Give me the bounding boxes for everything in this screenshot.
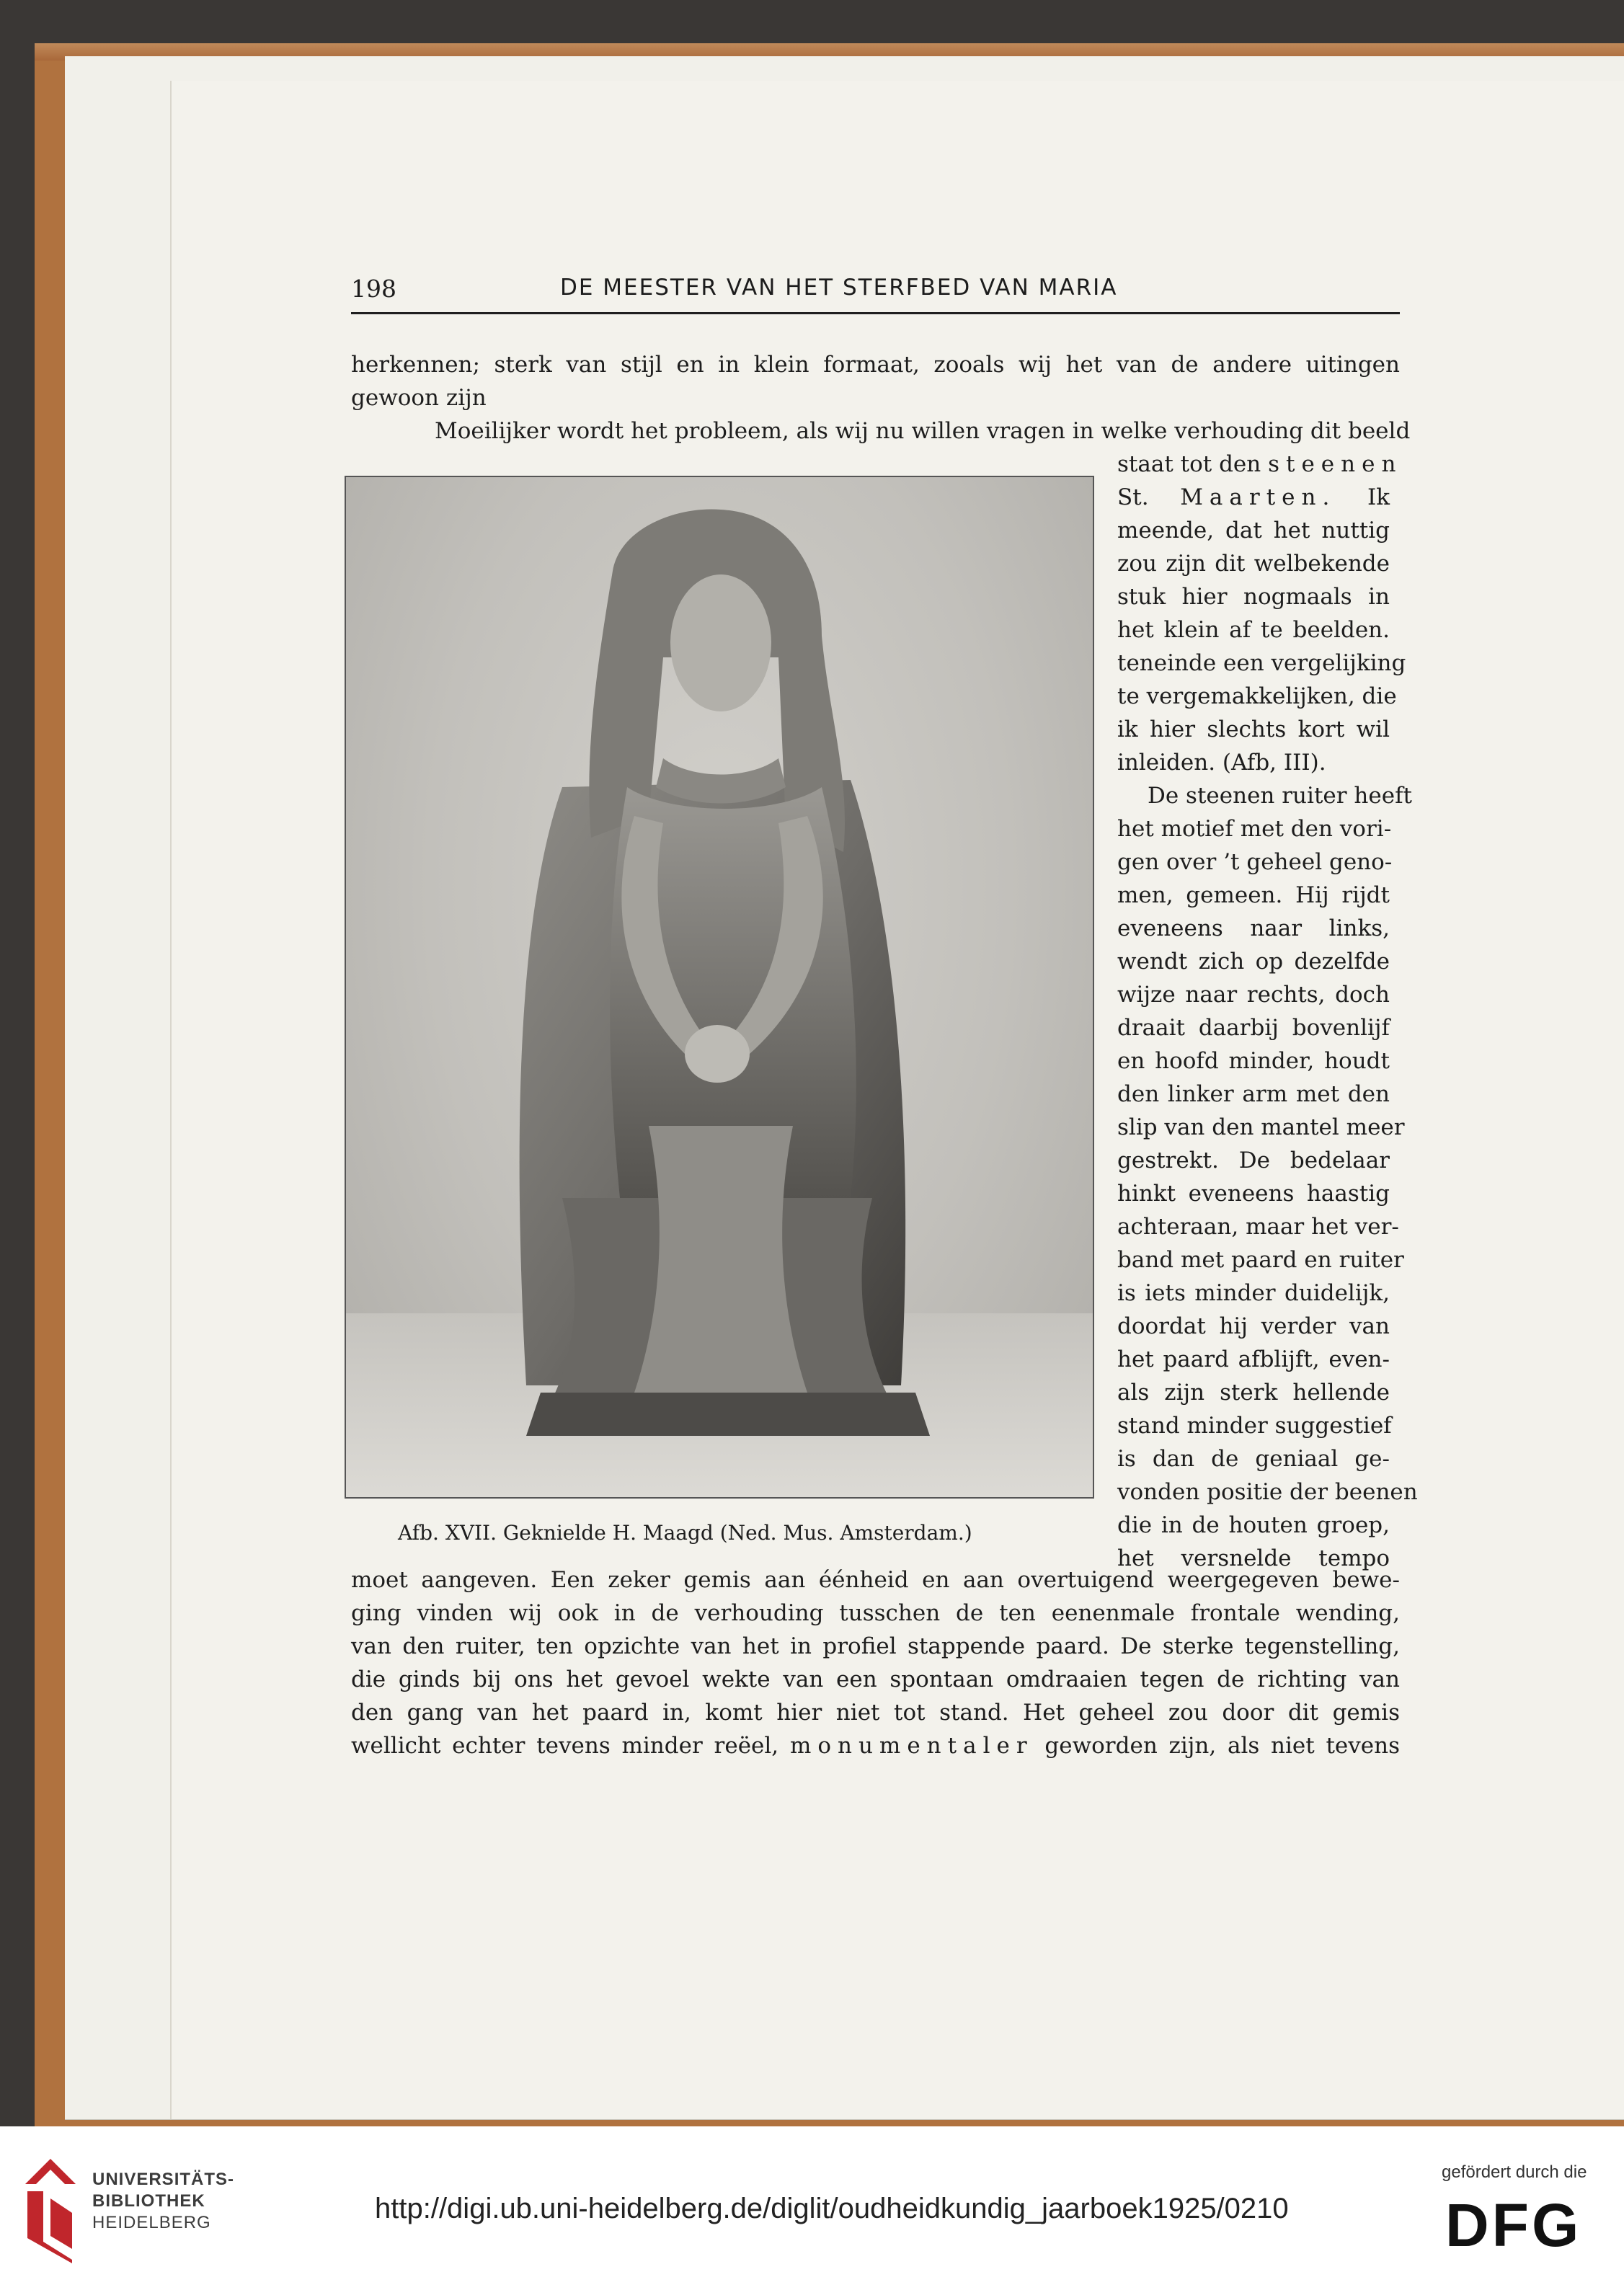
page-number: 198 <box>351 275 396 303</box>
page-url-link[interactable]: http://digi.ub.uni-heidelberg.de/diglit/oudheidkundig_jaarboek1925/0210 <box>375 2193 1289 2224</box>
column-line: achteraan, maar het ver- <box>1117 1214 1399 1240</box>
column-line <box>1117 481 1390 515</box>
column-line: den linker arm met den <box>1117 1081 1390 1107</box>
column-text: Ik <box>1367 484 1390 510</box>
figure-photo <box>345 476 1094 1499</box>
column-line: wendt zich op dezelfde <box>1117 949 1390 975</box>
column-line: slip van den mantel meer <box>1117 1114 1405 1140</box>
library-name-line: UNIVERSITÄTS- <box>92 2170 235 2189</box>
column-line: band met paard en ruiter <box>1117 1247 1404 1273</box>
body-line: Moeilijker wordt het probleem, als wij nu willen vragen in welke verhouding dit beeld <box>435 418 1411 444</box>
column-line: het motief met den vori- <box>1117 816 1392 842</box>
column-line: teneinde een vergelijking <box>1117 650 1406 676</box>
column-line: als zijn sterk hellende <box>1117 1380 1390 1406</box>
column-text: staat tot den <box>1117 451 1261 477</box>
column-line: draait daarbij bovenlijf <box>1117 1015 1390 1041</box>
column-line: vonden positie der beenen <box>1117 1479 1418 1505</box>
column-line: die in de houten groep, <box>1117 1512 1390 1538</box>
body-line: gewoon zijn <box>351 385 487 411</box>
column-line: men, gemeen. Hij rijdt <box>1117 882 1390 908</box>
column-line: doordat hij verder van <box>1117 1313 1390 1339</box>
funded-by-label: gefördert durch die <box>1442 2162 1587 2182</box>
dfg-logo: DFG <box>1445 2191 1582 2259</box>
column-line: het klein af te beelden. <box>1117 617 1390 643</box>
body-line: moet aangeven. Een zeker gemis aan éénheid en aan overtuigend weergegeven bewe- <box>351 1567 1400 1593</box>
column-line: is iets minder duidelijk, <box>1117 1280 1390 1306</box>
body-text: geworden zijn, als niet tevens <box>1044 1733 1401 1759</box>
column-line: te vergemakkelijken, die <box>1117 683 1397 709</box>
spaced-word: Maarten. <box>1180 484 1336 510</box>
running-head <box>351 270 1400 314</box>
column-line <box>1117 448 1403 481</box>
column-line: eveneens naar links, <box>1117 915 1390 941</box>
column-line: stuk hier nogmaals in <box>1117 584 1390 610</box>
library-name-line: HEIDELBERG <box>92 2213 211 2232</box>
spaced-word: steenen <box>1268 451 1403 477</box>
library-name-line: BIBLIOTHEK <box>92 2191 205 2211</box>
body-line: ging vinden wij ook in de verhouding tusschen de ten eenenmale frontale wending, <box>351 1600 1400 1626</box>
column-line: hinkt eveneens haastig <box>1117 1181 1390 1207</box>
column-line: het paard afblijft, even- <box>1117 1346 1390 1372</box>
column-line: ik hier slechts kort wil <box>1117 716 1390 742</box>
column-line: meende, dat het nuttig <box>1117 518 1390 543</box>
body-line: van den ruiter, ten opzichte van het in profiel stappende paard. De sterke tegenstelling, <box>351 1633 1400 1659</box>
column-line: is dan de geniaal ge- <box>1117 1446 1390 1472</box>
column-line: gen over ’t geheel geno- <box>1117 849 1393 875</box>
body-text: wellicht echter tevens minder reëel, <box>351 1733 779 1759</box>
column-line: De steenen ruiter heeft <box>1148 783 1413 809</box>
body-line <box>351 1730 1400 1763</box>
figure-caption: Afb. XVII. Geknielde H. Maagd (Ned. Mus. Amsterdam.) <box>398 1521 972 1545</box>
column-line: stand minder suggestief <box>1117 1413 1392 1439</box>
viewer-footer <box>0 2126 1624 2290</box>
library-logo-icon <box>22 2155 78 2263</box>
body-line: den gang van het paard in, komt hier niet tot stand. Het geheel zou door dit gemis <box>351 1700 1400 1726</box>
column-line: het versnelde tempo <box>1117 1545 1390 1571</box>
column-line: inleiden. (Afb, III). <box>1117 750 1326 776</box>
column-line: wijze naar rechts, doch <box>1117 982 1390 1008</box>
kneeling-virgin-sculpture-icon <box>346 477 1093 1497</box>
column-line: en hoofd minder, houdt <box>1117 1048 1390 1074</box>
body-line: herkennen; sterk van stijl en in klein formaat, zooals wij het van de andere uitingen <box>351 352 1400 378</box>
running-title: DE MEESTER VAN HET STERFBED VAN MARIA <box>560 275 1118 301</box>
spaced-word: monumentaler <box>789 1733 1034 1759</box>
body-line: die ginds bij ons het gevoel wekte van een spontaan omdraaien tegen de richting van <box>351 1667 1400 1692</box>
column-line: zou zijn dit welbekende <box>1117 551 1390 577</box>
column-text: St. <box>1117 484 1149 510</box>
column-line: gestrekt. De bedelaar <box>1117 1148 1390 1173</box>
